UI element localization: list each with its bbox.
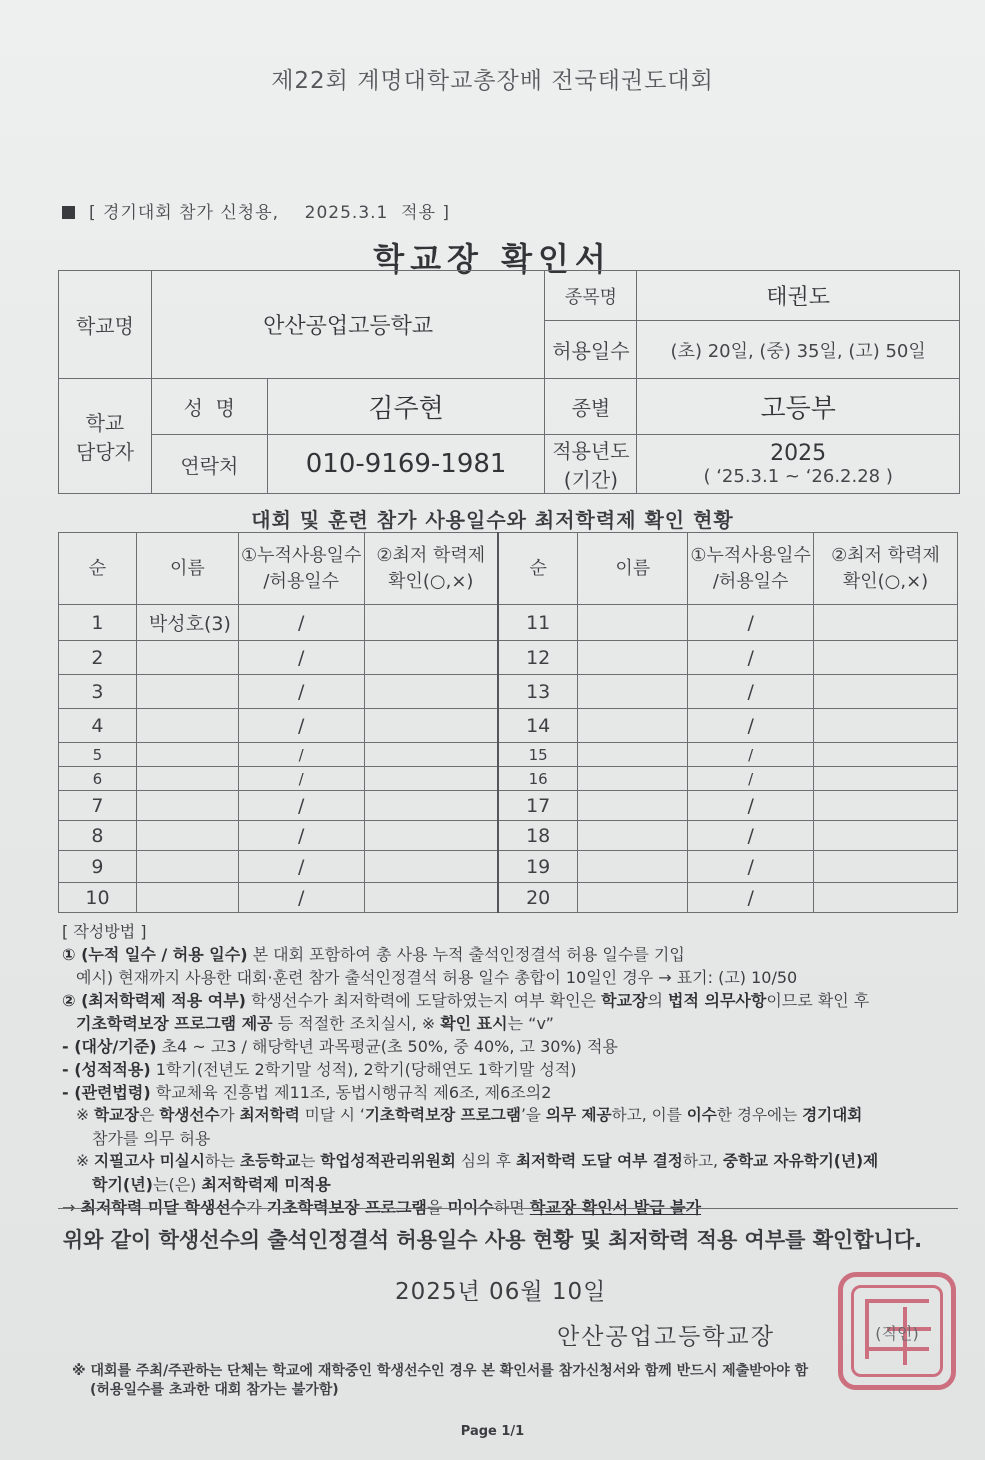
note-7-t3: 심의 후 <box>455 1152 516 1170</box>
row-check <box>364 605 498 641</box>
note-1 <box>62 943 962 966</box>
athlete-list-table <box>58 532 958 913</box>
note-2 <box>62 989 962 1012</box>
row-name <box>136 791 238 821</box>
row-days: / <box>688 709 814 743</box>
division-value: 고등부 <box>637 379 960 435</box>
col-days-left-2: /허용일수 <box>263 570 340 592</box>
row-check <box>814 605 958 641</box>
row-check <box>814 675 958 709</box>
note-2-bold2: 학교장 <box>601 991 648 1010</box>
row-check <box>364 791 498 821</box>
note-1-text: 본 대회 포함하여 총 사용 누적 출석인정결석 허용 일수를 기입 <box>247 945 685 964</box>
row-days: / <box>688 791 814 821</box>
table-row <box>59 851 958 883</box>
row-days: / <box>238 883 364 913</box>
note-4 <box>62 1058 962 1081</box>
row-check <box>814 851 958 883</box>
col-days-left <box>238 533 364 605</box>
row-no: 18 <box>498 821 578 851</box>
row-days: / <box>688 821 814 851</box>
row-no: 6 <box>59 767 137 791</box>
seal-stroke <box>865 1299 929 1303</box>
division-label: 종별 <box>545 379 637 435</box>
row-name <box>578 709 688 743</box>
col-check-left-2: 확인(○,×) <box>388 570 474 592</box>
row-no: 4 <box>59 709 137 743</box>
row-check <box>364 767 498 791</box>
note-6-t4: ’을 <box>520 1106 546 1124</box>
row-days: / <box>238 767 364 791</box>
note-7-mark: ※ <box>76 1152 95 1170</box>
table-row <box>59 709 958 743</box>
note-6-t6: 한 경우에는 <box>716 1106 803 1124</box>
row-days: / <box>238 605 364 641</box>
row-name <box>578 821 688 851</box>
row-days: / <box>688 767 814 791</box>
row-name <box>136 821 238 851</box>
confirmation-statement: 위와 같이 학생선수의 출석인정결석 허용일수 사용 현황 및 최저학력 적용 여부를 확인합니다. <box>62 1228 923 1252</box>
event-value: 태권도 <box>637 271 960 321</box>
row-no: 2 <box>59 641 137 675</box>
note-5-text: 학교체육 진흥법 제11조, 동법시행규칙 제6조, 제6조의2 <box>150 1083 552 1102</box>
table-row <box>59 641 958 675</box>
note-2-line2-bold: 기초학력보장 프로그램 제공 <box>76 1014 273 1033</box>
row-days: / <box>238 851 364 883</box>
note-3-text: 초4 ~ 고3 / 해당학년 과목평균(초 50%, 중 40%, 고 30%) 적용 <box>156 1037 618 1056</box>
name-value: 김주현 <box>267 379 545 435</box>
document-title: 학교장 확인서 <box>373 240 612 278</box>
col-no-right: 순 <box>498 533 578 605</box>
note-7-b5: 중학교 자유학기(년)제 <box>722 1152 879 1170</box>
days-label: 허용일수 <box>545 321 637 379</box>
row-no: 14 <box>498 709 578 743</box>
row-check <box>364 851 498 883</box>
row-name <box>136 641 238 675</box>
row-days: / <box>238 791 364 821</box>
col-check-left-1: ②최저 학력제 <box>376 544 486 566</box>
seal-label: (직인) <box>875 1324 919 1343</box>
note-6-t3: 미달 시 ‘ <box>299 1106 365 1124</box>
row-check <box>364 709 498 743</box>
event-label: 종목명 <box>545 271 637 321</box>
note-2-text3: 이므로 확인 후 <box>766 991 870 1010</box>
note-6-b3: 최저학력 <box>239 1106 300 1124</box>
note-2-text1: 학생선수가 최저학력에 도달하였는지 여부 확인은 <box>246 991 602 1010</box>
note-6-t1: 은 <box>139 1106 160 1124</box>
note-7-line2 <box>62 1173 962 1196</box>
note-3-bold: - (대상/기준) <box>62 1037 157 1056</box>
row-name: 박성호(3) <box>136 605 238 641</box>
year-range: ( ‘25.3.1 ~ ‘26.2.28 ) <box>703 466 893 487</box>
row-name <box>136 883 238 913</box>
row-name <box>578 767 688 791</box>
note-2-line2-text: 등 적절한 조치실시, ※ <box>272 1014 441 1033</box>
note-8-t1: 가 <box>246 1198 267 1217</box>
school-label: 학교명 <box>59 271 152 379</box>
form-note-text: [ 경기대회 참가 신청용, 2025.3.1 적용 ] <box>89 203 451 223</box>
athlete-list-body <box>59 605 958 913</box>
note-6-b4: 기초학력보장 프로그램 <box>364 1106 521 1124</box>
note-6-b6: 이수 <box>686 1106 717 1124</box>
row-no: 17 <box>498 791 578 821</box>
row-check <box>814 821 958 851</box>
row-days: / <box>688 743 814 767</box>
note-7 <box>62 1150 962 1173</box>
year-cell <box>637 435 960 494</box>
note-6-b7: 경기대회 <box>802 1106 863 1124</box>
contact-label: 연락처 <box>151 435 267 494</box>
note-7-b3: 학업성적관리위원회 <box>320 1152 456 1170</box>
col-check-left <box>364 533 498 605</box>
note-4-bold: - (성적적용) <box>62 1060 151 1079</box>
notes-heading: [ 작성방법 ] <box>62 922 147 941</box>
table-row <box>59 883 958 913</box>
note-2-line2-text2: 는 “v” <box>507 1014 554 1033</box>
note-7-t2: 는 <box>300 1152 321 1170</box>
row-name <box>578 605 688 641</box>
row-name <box>578 883 688 913</box>
col-check-right-1: ②최저 학력제 <box>831 544 940 566</box>
table-row <box>59 605 958 641</box>
table-row <box>59 821 958 851</box>
col-days-right <box>688 533 814 605</box>
row-no: 3 <box>59 675 137 709</box>
row-check <box>364 883 498 913</box>
note-6-b5: 의무 제공 <box>545 1106 612 1124</box>
col-check-right <box>814 533 958 605</box>
row-days: / <box>688 675 814 709</box>
note-8-mark: → <box>62 1198 81 1217</box>
row-check <box>364 675 498 709</box>
note-2-line2-bold2: 확인 표시 <box>440 1014 508 1033</box>
note-8-underline: 학교장 확인서 발급 불가 <box>529 1198 702 1217</box>
issue-date: 2025년 06월 10일 <box>395 1279 607 1305</box>
note-8-b2: 기초학력보장 프로그램 <box>266 1198 427 1217</box>
row-name <box>578 743 688 767</box>
footnote-line1: ※ 대회를 주최/주관하는 단체는 학교에 재학중인 학생선수인 경우 본 확인서를 참가신청서와 함께 반드시 제출받아야 함 <box>72 1363 809 1379</box>
row-no: 7 <box>59 791 137 821</box>
note-5 <box>62 1081 962 1104</box>
row-days: / <box>238 675 364 709</box>
note-5-bold: - (관련법령) <box>62 1083 151 1102</box>
col-name-right: 이름 <box>578 533 688 605</box>
col-days-left-1: ①누적사용일수 <box>240 544 362 566</box>
note-2-line2 <box>62 1012 962 1035</box>
note-6-t5: 하고, 이를 <box>611 1106 687 1124</box>
name-label: 성 명 <box>151 379 267 435</box>
section-title: 대회 및 훈련 참가 사용일수와 최저학력제 확인 현황 <box>251 508 734 532</box>
contact-value: 010-9169-1981 <box>267 435 545 494</box>
col-no-left: 순 <box>59 533 137 605</box>
table-row <box>59 791 958 821</box>
row-name <box>136 709 238 743</box>
year-value: 2025 <box>770 441 827 466</box>
row-name <box>136 675 238 709</box>
row-check <box>814 709 958 743</box>
row-no: 1 <box>59 605 137 641</box>
note-7-t4: 하고, <box>682 1152 723 1170</box>
row-name <box>578 851 688 883</box>
row-check <box>814 791 958 821</box>
note-2-bold: ② (최저학력제 적용 여부) <box>62 991 246 1010</box>
form-note <box>62 198 450 223</box>
row-no: 20 <box>498 883 578 913</box>
row-check <box>814 743 958 767</box>
row-no: 10 <box>59 883 137 913</box>
row-check <box>364 641 498 675</box>
col-check-right-2: 확인(○,×) <box>842 570 929 592</box>
col-days-right-2: /허용일수 <box>712 570 789 592</box>
note-2-text2: 의 <box>647 991 669 1010</box>
row-no: 12 <box>498 641 578 675</box>
row-check <box>814 883 958 913</box>
note-8-b1: 최저학력 미달 학생선수 <box>80 1198 247 1217</box>
note-8-b3: 미이수 <box>447 1198 494 1217</box>
row-no: 13 <box>498 675 578 709</box>
note-2-bold3: 법적 의무사항 <box>668 991 767 1010</box>
note-7-b1: 지필고사 미실시 <box>94 1152 205 1170</box>
row-check <box>364 743 498 767</box>
row-days: / <box>238 641 364 675</box>
note-1-example: 예시) 현재까지 사용한 대회·훈련 참가 출석인정결석 허용 일수 총합이 10일인 경우 → 표기: (고) 10/50 <box>76 968 798 987</box>
row-name <box>578 641 688 675</box>
instructions <box>62 920 962 1219</box>
note-8-t3: 하면 <box>493 1198 530 1217</box>
note-7-line2-bold2: 최저학력제 미적용 <box>201 1175 331 1194</box>
note-6-mark: ※ <box>76 1106 95 1124</box>
row-days: / <box>238 821 364 851</box>
row-days: / <box>238 743 364 767</box>
note-6-line2: 참가를 의무 허용 <box>92 1129 211 1148</box>
row-no: 16 <box>498 767 578 791</box>
principal-name: 안산공업고등학교장 <box>557 1324 775 1350</box>
row-days: / <box>688 851 814 883</box>
note-4-text: 1학기(전년도 2학기말 성적), 2학기(당해연도 1학기말 성적) <box>150 1060 577 1079</box>
note-7-b4: 최저학력 도달 여부 결정 <box>515 1152 683 1170</box>
footnote-line2: (허용일수를 초과한 대회 참가는 불가함) <box>90 1382 339 1398</box>
col-days-right-1: ①누적사용일수 <box>690 544 811 566</box>
row-no: 5 <box>59 743 137 767</box>
seal-stroke <box>869 1347 929 1351</box>
note-6 <box>62 1104 962 1127</box>
manager-label: 학교 담당자 <box>59 379 152 494</box>
row-check <box>364 821 498 851</box>
row-no: 8 <box>59 821 137 851</box>
table-row <box>59 743 958 767</box>
row-no: 15 <box>498 743 578 767</box>
divider <box>58 1208 958 1209</box>
note-1-bold: ① (누적 일수 / 허용 일수) <box>62 945 248 964</box>
note-6-b1: 학교장 <box>94 1106 140 1124</box>
row-days: / <box>238 709 364 743</box>
row-name <box>136 851 238 883</box>
note-6-t2: 가 <box>219 1106 240 1124</box>
year-label-line2: (기간) <box>563 468 619 492</box>
note-8-t2: 을 <box>426 1198 448 1217</box>
table-row <box>59 675 958 709</box>
square-bullet-icon <box>62 206 75 219</box>
col-name-left: 이름 <box>136 533 238 605</box>
year-label <box>545 435 637 494</box>
note-3 <box>62 1035 962 1058</box>
row-no: 9 <box>59 851 137 883</box>
note-7-t1: 하는 <box>204 1152 240 1170</box>
row-days: / <box>688 641 814 675</box>
page-number: Page 1/1 <box>460 1424 525 1439</box>
footnote <box>72 1362 808 1400</box>
days-value: (초) 20일, (중) 35일, (고) 50일 <box>637 321 960 379</box>
official-seal-icon <box>838 1272 956 1390</box>
row-check <box>814 641 958 675</box>
row-name <box>578 791 688 821</box>
row-name <box>136 743 238 767</box>
school-info-table <box>58 270 960 494</box>
row-name <box>578 675 688 709</box>
note-7-line2-text: 는(은) <box>153 1175 202 1194</box>
school-value: 안산공업고등학교 <box>151 271 545 379</box>
row-no: 11 <box>498 605 578 641</box>
row-check <box>814 767 958 791</box>
event-title: 제22회 계명대학교총장배 전국태권도대회 <box>271 68 714 94</box>
row-no: 19 <box>498 851 578 883</box>
year-label-line1: 적용년도 <box>552 439 630 463</box>
note-7-b2: 초등학교 <box>240 1152 301 1170</box>
row-days: / <box>688 605 814 641</box>
note-6-b2: 학생선수 <box>159 1106 220 1124</box>
note-7-line2-bold: 학기(년) <box>92 1175 153 1194</box>
row-name <box>136 767 238 791</box>
row-days: / <box>688 883 814 913</box>
table-row <box>59 767 958 791</box>
